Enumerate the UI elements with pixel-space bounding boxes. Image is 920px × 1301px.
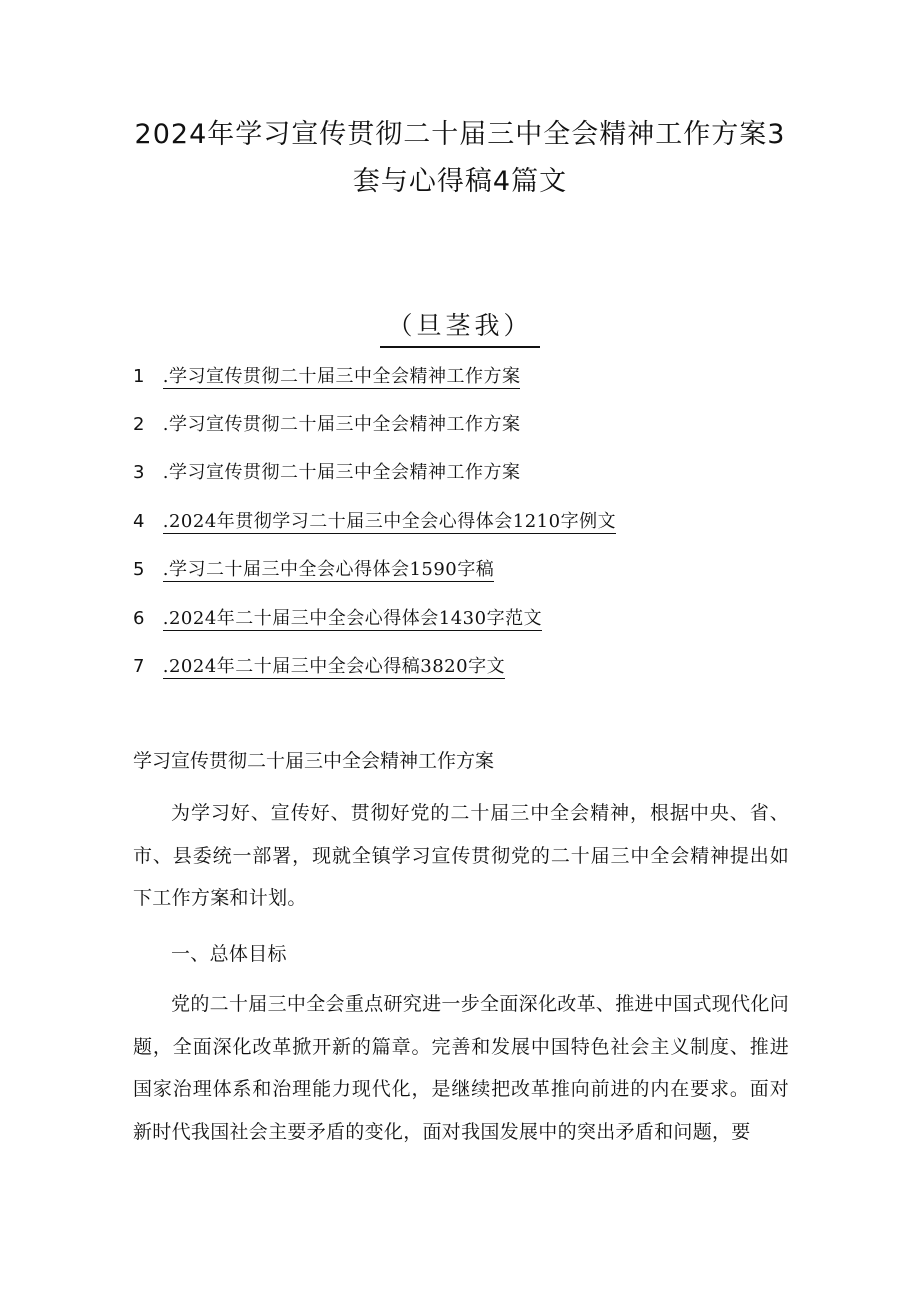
toc-item-4[interactable] <box>133 508 616 536</box>
toc-item-number: 4 <box>133 511 145 532</box>
paragraph-goal-body: 党的二十届三中全会重点研究进一步全面深化改革、推进中国式现代化问题，全面深化改革掀开新的篇章。完善和发展中国特色社会主义制度、推进国家治理体系和治理能力现代化，是继续把改革推向前进的内在要求。面对新时代我国社会主要矛盾的变化，面对我国发展中的突出矛盾和问题，要 <box>133 993 789 1143</box>
section-title: 学习宣传贯彻二十届三中全会精神工作方案 <box>133 750 495 772</box>
toc-heading: （旦茎我） <box>380 306 540 348</box>
paragraph-intro: 为学习好、宣传好、贯彻好党的二十届三中全会精神，根据中央、省、市、县委统一部署，现就全镇学习宣传贯彻党的二十届三中全会精神提出如下工作方案和计划。 <box>133 802 789 909</box>
toc-item-1[interactable] <box>133 363 520 391</box>
document-title-line-2: 套与心得稿4篇文 <box>352 166 568 197</box>
toc-link[interactable]: .学习宣传贯彻二十届三中全会精神工作方案 <box>162 462 521 483</box>
toc-item-7[interactable] <box>133 653 505 681</box>
toc-link[interactable]: .学习宣传贯彻二十届三中全会精神工作方案 <box>162 366 521 387</box>
toc-link[interactable]: .2024年二十届三中全会心得体会1430字范文 <box>162 608 543 629</box>
toc-item-6[interactable] <box>133 605 542 633</box>
toc-item-number: 1 <box>133 366 145 387</box>
toc-item-number: 7 <box>133 656 145 677</box>
toc-item-number: 6 <box>133 608 145 629</box>
toc-item-number: 2 <box>133 414 145 435</box>
heading-overall-goal: 一、总体目标 <box>171 943 287 965</box>
toc-item-3[interactable] <box>133 459 520 487</box>
toc-item-5[interactable] <box>133 556 494 584</box>
toc-link[interactable]: .2024年贯彻学习二十届三中全会心得体会1210字例文 <box>162 511 617 532</box>
toc-link[interactable]: .学习二十届三中全会心得体会1590字稿 <box>162 559 495 580</box>
toc-item-number: 3 <box>133 462 145 483</box>
toc-link[interactable]: .2024年二十届三中全会心得稿3820字文 <box>162 656 506 677</box>
toc-item-2[interactable] <box>133 411 520 439</box>
document-title-line-1: 2024年学习宣传贯彻二十届三中全会精神工作方案3 <box>134 119 786 150</box>
toc-item-number: 5 <box>133 559 145 580</box>
toc-link[interactable]: .学习宣传贯彻二十届三中全会精神工作方案 <box>162 414 521 435</box>
